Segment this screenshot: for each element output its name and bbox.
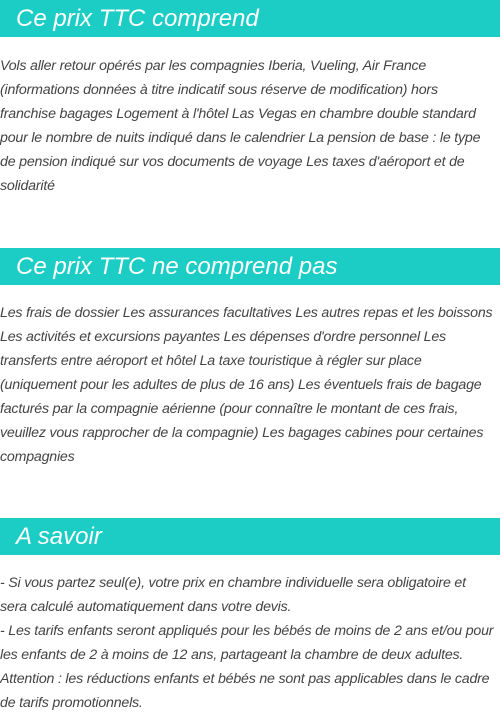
text-line: - Les tarifs enfants seront appliqués pour les bébés de moins de 2 ans et/ou pour bbox=[0, 623, 494, 639]
text-line: veuillez vous rapprocher de la compagnie) Les bagages cabines pour certaines bbox=[0, 425, 484, 441]
text-line: Les activités et excursions payantes Les dépenses d'ordre personnel Les bbox=[0, 329, 446, 345]
text-line: - Si vous partez seul(e), votre prix en chambre individuelle sera obligatoire et bbox=[0, 575, 466, 591]
text-line: Vols aller retour opérés par les compagnies Iberia, Vueling, Air France bbox=[0, 58, 427, 74]
text-line: solidarité bbox=[0, 178, 55, 194]
text-line: pour le nombre de nuits indiqué dans le calendrier La pension de base : le type bbox=[0, 130, 481, 146]
text-line: de pension indiqué sur vos documents de voyage Les taxes d'aéroport et de bbox=[0, 154, 465, 170]
section-header-good-to-know: A savoir bbox=[0, 518, 500, 555]
section-body-included bbox=[0, 54, 500, 198]
section-header-not-included: Ce prix TTC ne comprend pas bbox=[0, 248, 500, 285]
text-line: les enfants de 2 à moins de 12 ans, partageant la chambre de deux adultes. bbox=[0, 647, 464, 663]
text-line: compagnies bbox=[0, 449, 75, 465]
text-line: (informations données à titre indicatif sous réserve de modification) hors bbox=[0, 82, 438, 98]
text-line: de tarifs promotionnels. bbox=[0, 695, 143, 711]
section-body-not-included bbox=[0, 301, 500, 469]
text-line: transferts entre aéroport et hôtel La taxe touristique à régler sur place bbox=[0, 353, 422, 369]
section-body-good-to-know bbox=[0, 571, 500, 715]
section-header-included: Ce prix TTC comprend bbox=[0, 0, 500, 37]
text-line: (uniquement pour les adultes de plus de 16 ans) Les éventuels frais de bagage bbox=[0, 377, 482, 393]
text-line: franchise bagages Logement à l'hôtel Las Vegas en chambre double standard bbox=[0, 106, 476, 122]
text-line: sera calculé automatiquement dans votre devis. bbox=[0, 599, 292, 615]
text-line: Les frais de dossier Les assurances facultatives Les autres repas et les boissons bbox=[0, 305, 493, 321]
text-line: facturés par la compagnie aérienne (pour connaître le montant de ces frais, bbox=[0, 401, 459, 417]
text-line: Attention : les réductions enfants et bébés ne sont pas applicables dans le cadre bbox=[0, 671, 490, 687]
